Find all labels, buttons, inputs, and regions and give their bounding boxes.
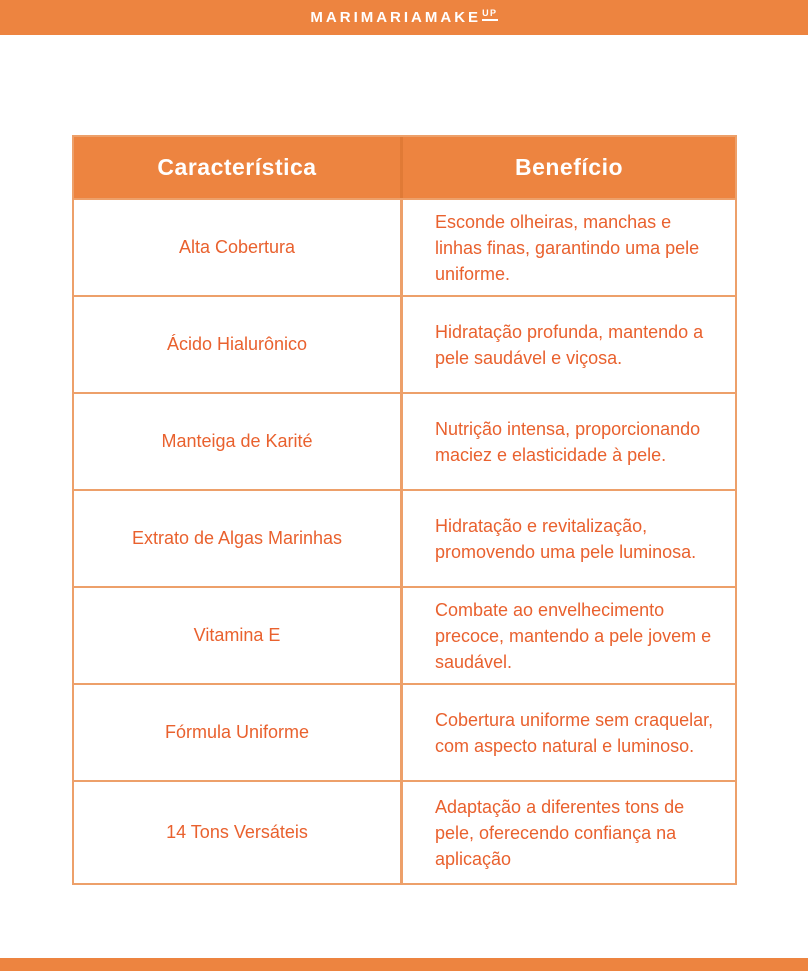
feature-cell: Alta Cobertura	[74, 200, 403, 295]
benefit-cell: Nutrição intensa, proporcionando maciez e elasticidade à pele.	[435, 418, 701, 465]
benefit-cell: Esconde olheiras, manchas e linhas finas, garantindo uma pele uniforme.	[435, 211, 700, 284]
table-row	[74, 198, 735, 295]
footer-bar	[0, 958, 808, 971]
brand-bar	[0, 0, 808, 35]
benefit-cell: Combate ao envelhecimento precoce, mantendo a pele jovem e saudável.	[435, 599, 712, 672]
table-row	[74, 780, 735, 883]
feature-cell: Ácido Hialurônico	[74, 297, 403, 392]
brand-logo-main: MARIMARIAMAKE	[310, 9, 482, 26]
table-row	[74, 392, 735, 489]
table-row	[74, 586, 735, 683]
feature-cell: 14 Tons Versáteis	[74, 782, 403, 883]
header-caracteristica: Característica	[74, 137, 403, 198]
benefit-cell: Adaptação a diferentes tons de pele, oferecendo confiança na aplicação	[435, 796, 685, 869]
feature-cell: Fórmula Uniforme	[74, 685, 403, 780]
benefit-cell: Cobertura uniforme sem craquelar, com aspecto natural e luminoso.	[435, 709, 714, 756]
brand-logo	[310, 10, 497, 25]
table-row	[74, 683, 735, 780]
table-row	[74, 489, 735, 586]
header-beneficio: Benefício	[514, 154, 624, 180]
feature-cell: Extrato de Algas Marinhas	[74, 491, 403, 586]
table-row	[74, 295, 735, 392]
benefit-cell: Hidratação e revitalização, promovendo uma pele luminosa.	[435, 515, 697, 562]
feature-cell: Manteiga de Karité	[74, 394, 403, 489]
brand-logo-up: UP	[482, 9, 498, 21]
table-header-row	[74, 137, 735, 198]
feature-benefit-table	[72, 135, 737, 885]
benefit-cell: Hidratação profunda, mantendo a pele saudável e viçosa.	[435, 321, 704, 368]
feature-cell: Vitamina E	[74, 588, 403, 683]
